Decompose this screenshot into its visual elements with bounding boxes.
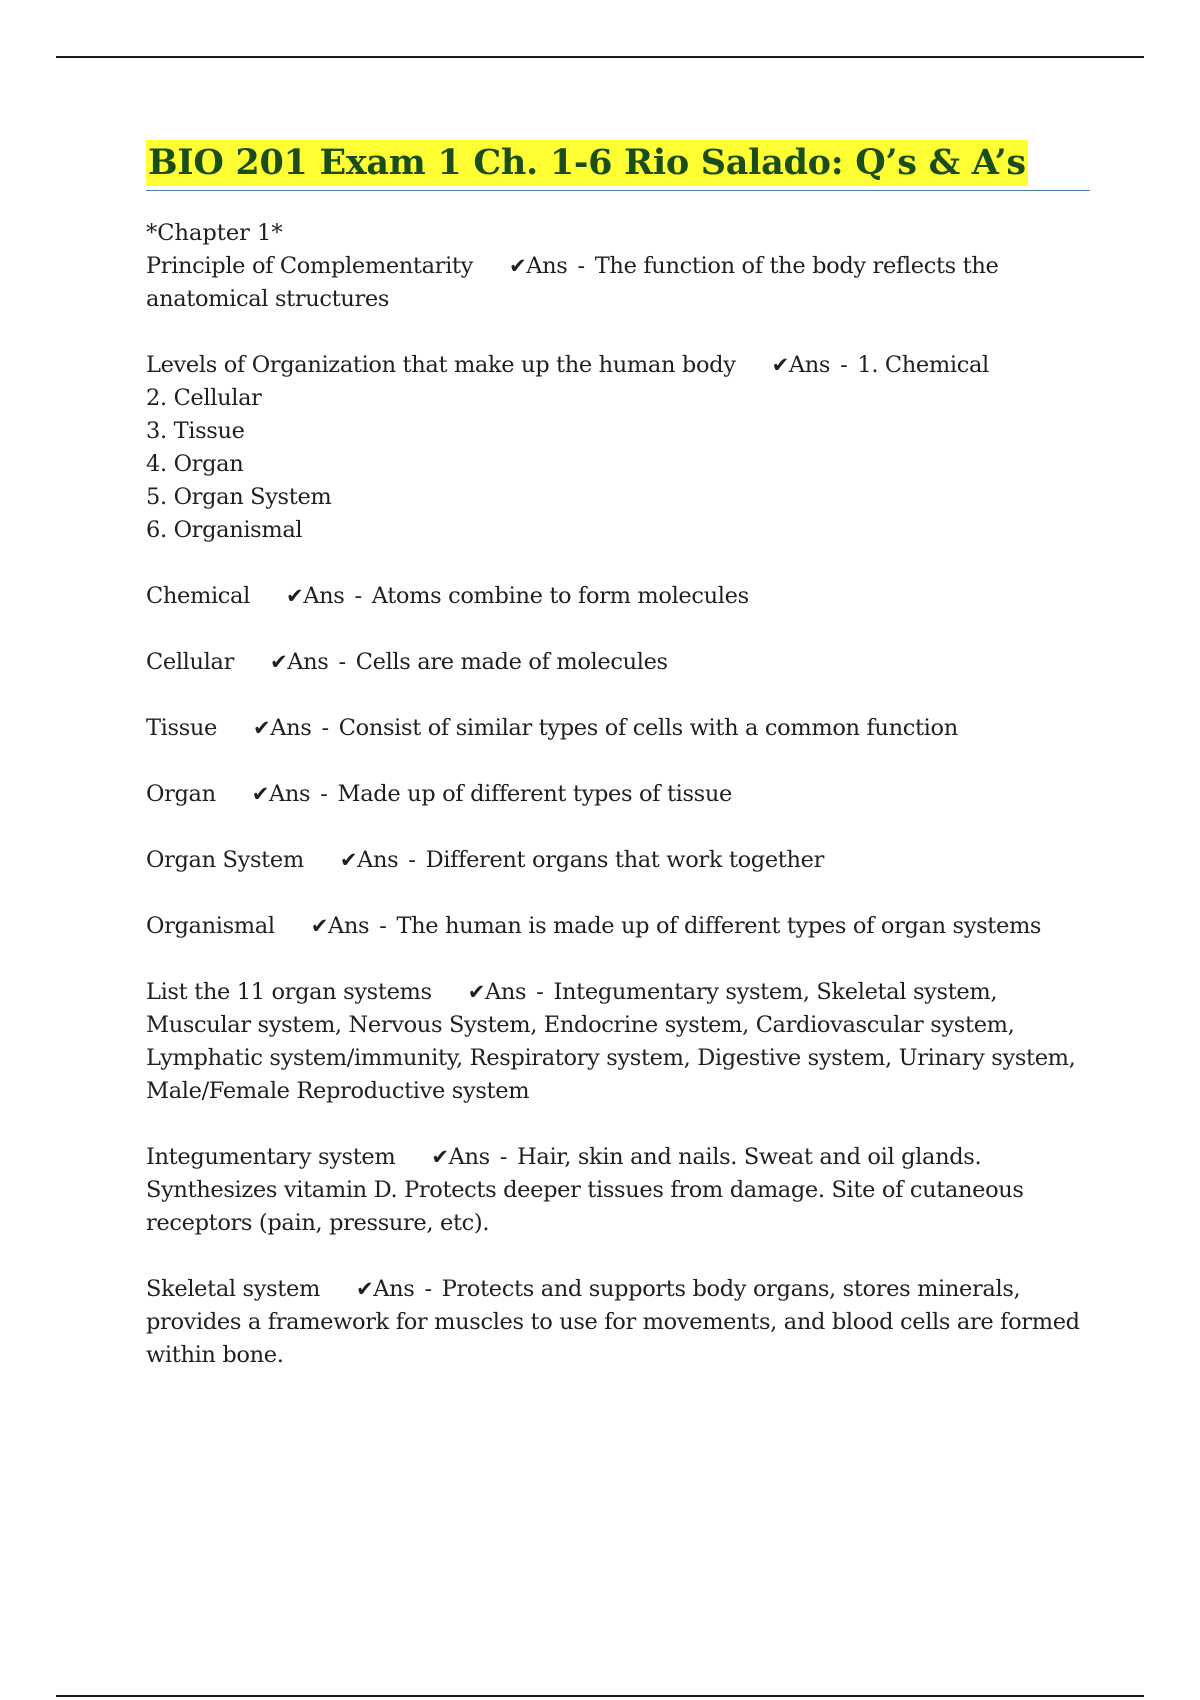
- qa-entry: [146, 910, 1090, 943]
- qa-entry: [146, 349, 1090, 547]
- answer-text: Cells are made of molecules: [355, 649, 668, 675]
- qa-entry: [146, 646, 1090, 679]
- qa-entry: [146, 1141, 1090, 1240]
- checkmark-icon: ✔: [355, 1277, 374, 1301]
- question-text: Integumentary system: [146, 1144, 396, 1170]
- ans-label: Ans: [484, 979, 527, 1005]
- qa-entry: [146, 778, 1090, 811]
- title-block: [146, 140, 1090, 191]
- document-body: [146, 140, 1090, 1405]
- answer-text: 1. Chemical: [857, 352, 989, 378]
- question-text: Principle of Complementarity: [146, 253, 473, 279]
- answer-text: Consist of similar types of cells with a common function: [338, 715, 958, 741]
- ans-label: Ans: [373, 1276, 415, 1302]
- ans-separator: -: [379, 913, 387, 939]
- ans-separator: -: [321, 715, 329, 741]
- answer-text: Atoms combine to form molecules: [371, 583, 749, 609]
- list-item: 3. Tissue: [146, 418, 245, 444]
- ans-separator: -: [499, 1144, 508, 1170]
- ans-label: Ans: [448, 1144, 490, 1170]
- checkmark-icon: ✔: [509, 254, 527, 278]
- ans-separator: -: [320, 781, 328, 807]
- ans-label: Ans: [526, 253, 568, 279]
- qa-list: [146, 250, 1090, 1372]
- ans-label: Ans: [303, 583, 345, 609]
- checkmark-icon: ✔: [771, 353, 789, 377]
- ans-label: Ans: [327, 913, 370, 939]
- answer-text: The function of the body reflects the anatomical structures: [146, 253, 999, 312]
- checkmark-icon: ✔: [269, 650, 288, 674]
- bottom-rule: [56, 1695, 1144, 1697]
- ans-separator: -: [577, 253, 585, 279]
- top-rule: [56, 56, 1144, 58]
- ans-separator: -: [354, 583, 362, 609]
- answer-text: The human is made up of different types of organ systems: [396, 913, 1042, 939]
- question-text: Tissue: [146, 715, 218, 741]
- checkmark-icon: ✔: [467, 980, 485, 1004]
- qa-entry: [146, 844, 1090, 877]
- checkmark-icon: ✔: [253, 716, 271, 740]
- ans-separator: -: [840, 352, 848, 378]
- answer-text: Hair, skin and nails. Sweat and oil glands. Synthesizes vitamin D. Protects deeper tissues from damage. Site of cutaneous receptors (pain, pressure, etc).: [146, 1144, 1024, 1236]
- checkmark-icon: ✔: [251, 782, 270, 806]
- ans-label: Ans: [287, 649, 329, 675]
- question-text: Cellular: [146, 649, 234, 675]
- question-text: List the 11 organ systems: [146, 979, 432, 1005]
- ans-separator: -: [536, 979, 544, 1005]
- question-text: Skeletal system: [146, 1276, 320, 1302]
- checkmark-icon: ✔: [285, 584, 304, 608]
- question-text: Organismal: [146, 913, 275, 939]
- ans-label: Ans: [270, 715, 312, 741]
- list-item: 6. Organismal: [146, 517, 303, 543]
- checkmark-icon: ✔: [339, 848, 358, 872]
- question-text: Organ: [146, 781, 216, 807]
- ans-label: Ans: [357, 847, 399, 873]
- qa-entry: [146, 580, 1090, 613]
- list-item: 4. Organ: [146, 451, 244, 477]
- ans-separator: -: [338, 649, 346, 675]
- checkmark-icon: ✔: [431, 1145, 449, 1169]
- answer-text: Made up of different types of tissue: [337, 781, 732, 807]
- answer-text: Different organs that work together: [425, 847, 825, 873]
- list-item: 5. Organ System: [146, 484, 332, 510]
- ans-separator: -: [408, 847, 416, 873]
- qa-entry: [146, 1273, 1090, 1372]
- qa-entry: [146, 250, 1090, 316]
- question-text: Organ System: [146, 847, 304, 873]
- ans-separator: -: [424, 1276, 432, 1302]
- qa-entry: [146, 712, 1090, 745]
- chapter-heading: *Chapter 1*: [146, 220, 283, 246]
- ans-label: Ans: [788, 352, 831, 378]
- answer-text: Integumentary system, Skeletal system, Muscular system, Nervous System, Endocrine system, Cardiovascular system, Lymphatic system/immunity, Respiratory system, Digestive system, Urinary system, Male/Female Reproductive system: [146, 979, 1076, 1104]
- question-text: Chemical: [146, 583, 250, 609]
- list-item: 2. Cellular: [146, 385, 262, 411]
- ans-label: Ans: [269, 781, 311, 807]
- question-text: Levels of Organization that make up the human body: [146, 352, 736, 378]
- document-title: BIO 201 Exam 1 Ch. 1-6 Rio Salado: Q’s & A’s: [146, 140, 1028, 186]
- qa-entry: [146, 976, 1090, 1108]
- checkmark-icon: ✔: [310, 914, 328, 938]
- answer-text: Protects and supports body organs, stores minerals, provides a framework for muscles to use for movements, and blood cells are formed within bone.: [146, 1276, 1080, 1368]
